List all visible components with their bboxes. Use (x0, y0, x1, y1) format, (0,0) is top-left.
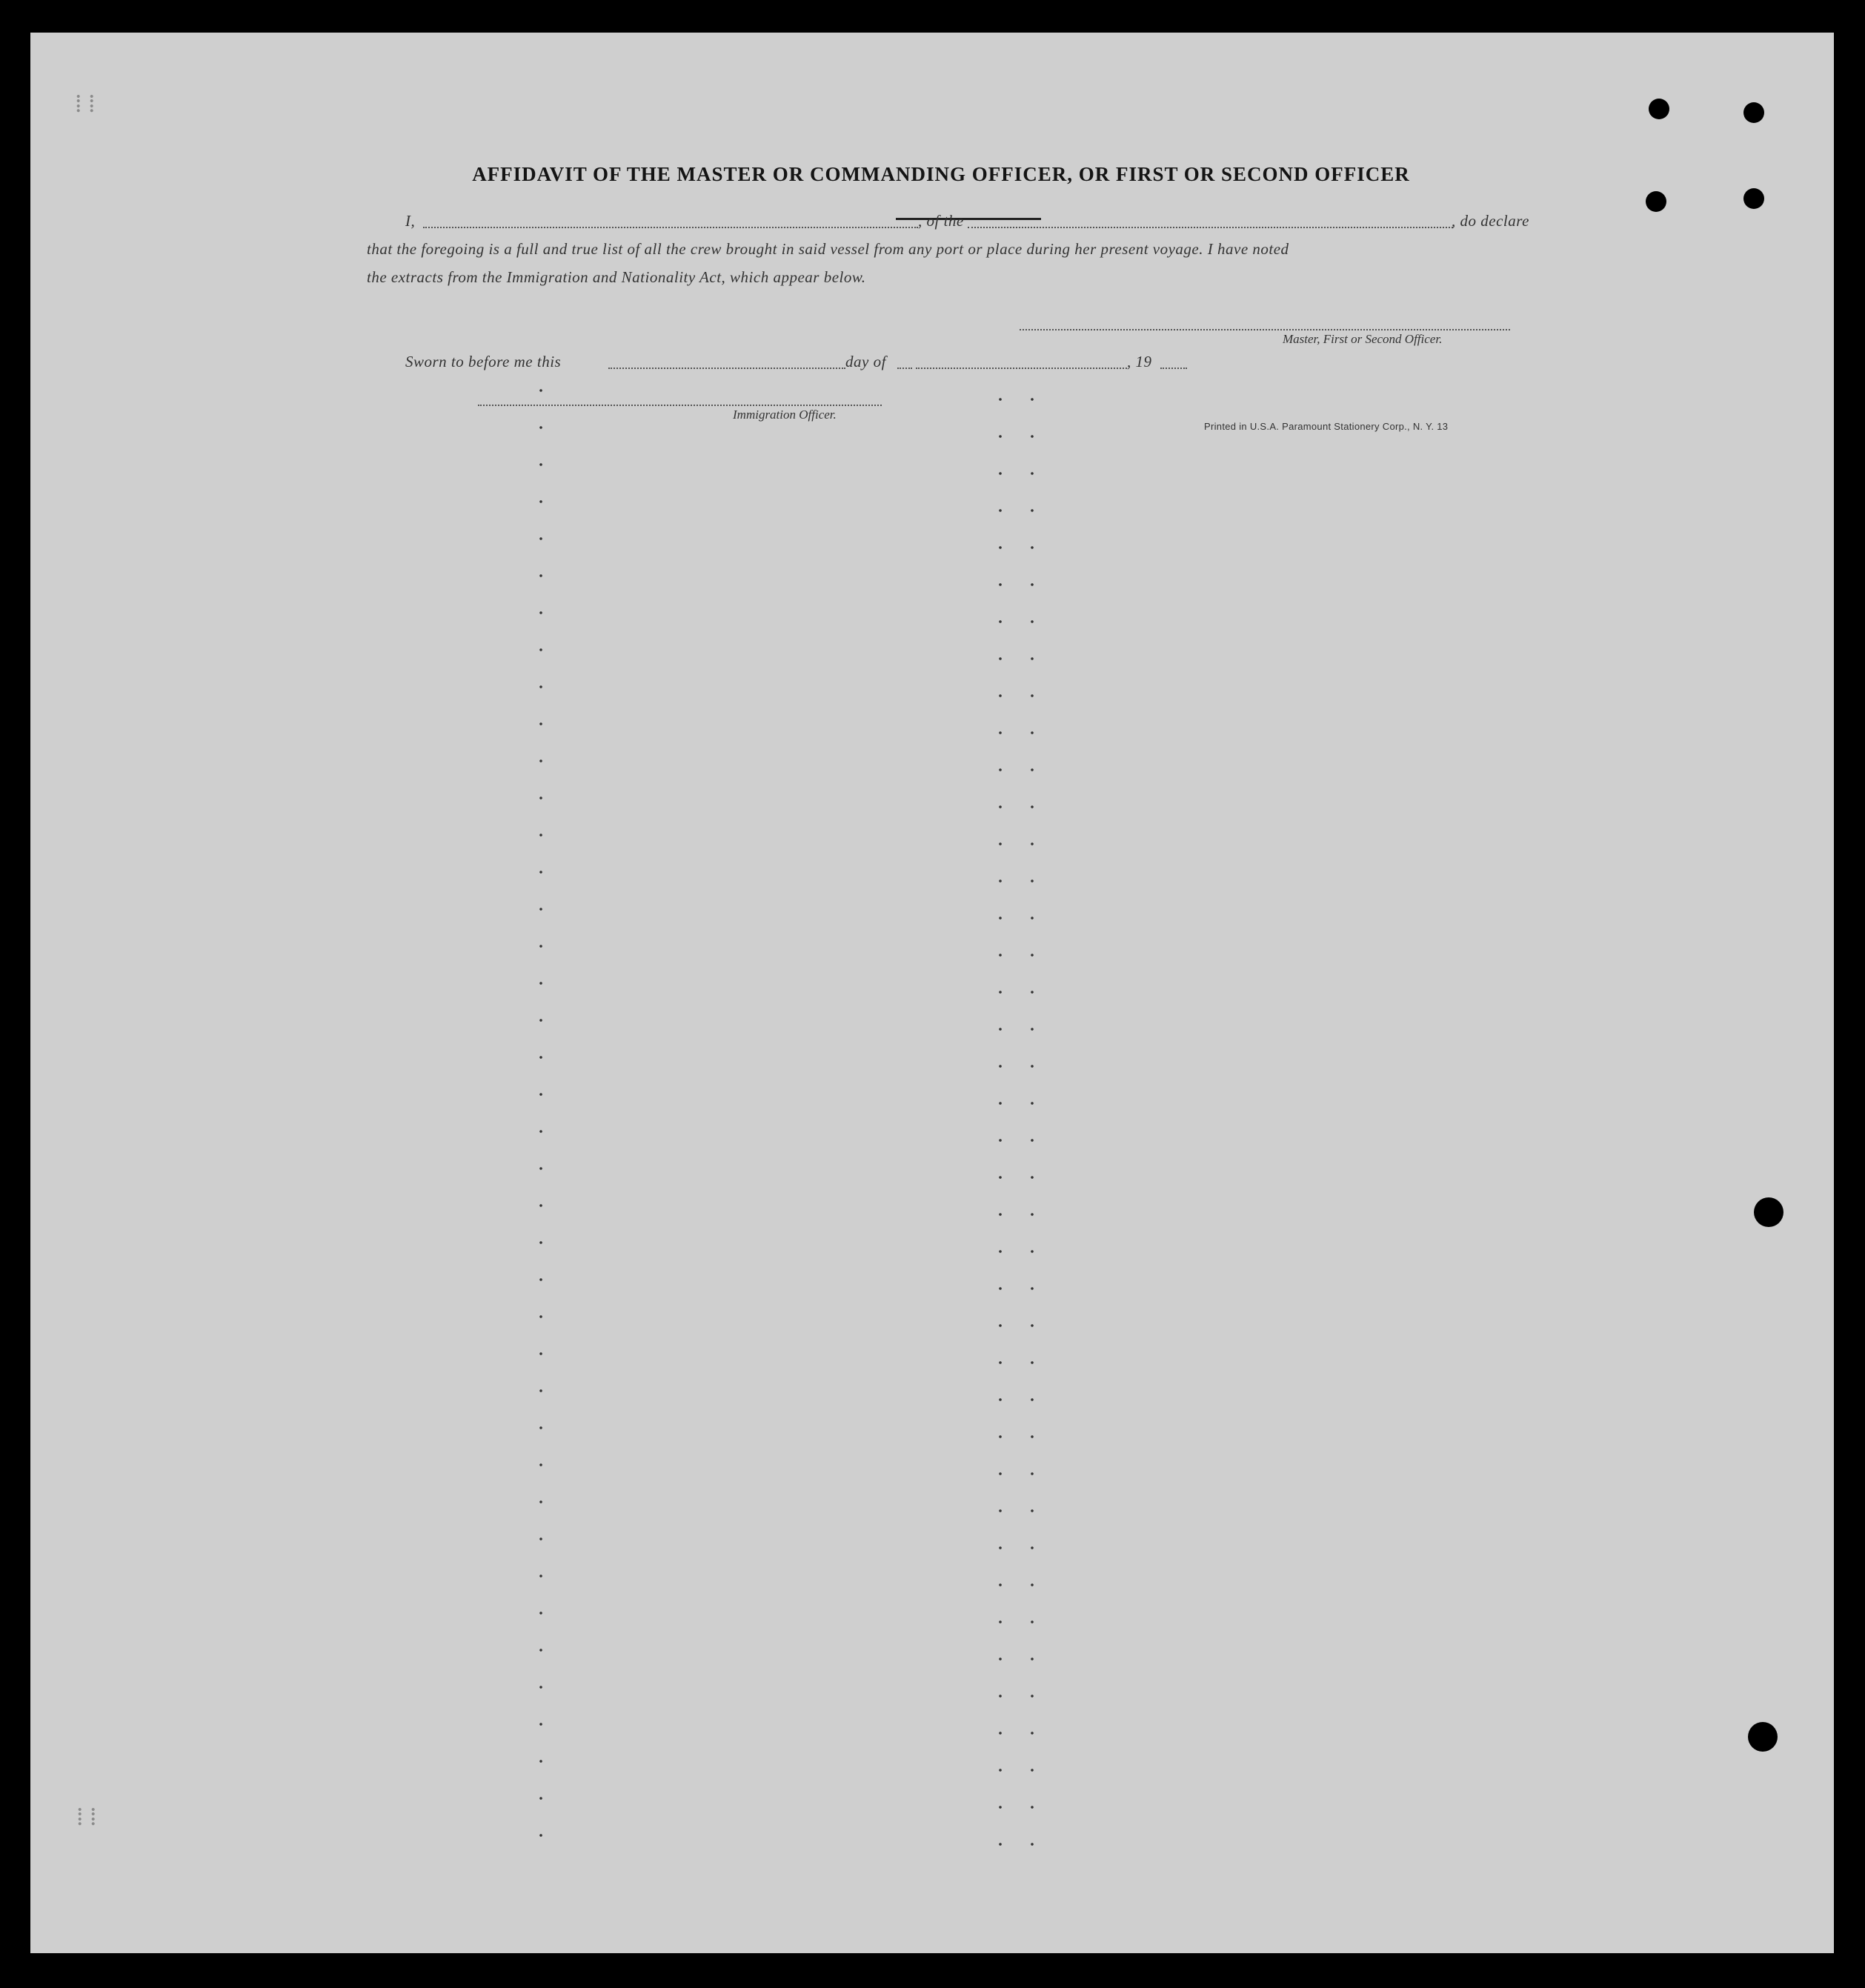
dot-column-left (539, 372, 543, 1854)
printer-imprint: Printed in U.S.A. Paramount Stationery Corp., N. Y. 13 (1204, 421, 1449, 432)
day-of-text: day of (845, 353, 886, 370)
sworn-year-field[interactable] (1160, 368, 1187, 369)
punch-hole (1743, 102, 1764, 123)
sworn-prefix-text: Sworn to before me this (405, 353, 562, 370)
affidavit-title: AFFIDAVIT OF THE MASTER OR COMMANDING OFFICER, OR FIRST OR SECOND OFFICER (472, 163, 1410, 185)
corner-mark-top: ⁞ ⁞ (75, 90, 96, 118)
sworn-month-field[interactable] (916, 368, 1127, 369)
year-prefix-text: , 19 (1127, 353, 1152, 370)
sworn-gap-field[interactable] (897, 368, 912, 369)
do-declare-text: , do declare (1452, 212, 1529, 230)
corner-mark-bottom: ⁞ ⁞ (76, 1804, 97, 1831)
dot-column-center-b (1030, 381, 1034, 1848)
master-signature-label: Master, First or Second Officer. (1283, 332, 1443, 346)
punch-hole (1646, 191, 1666, 212)
master-signature-field[interactable] (1020, 329, 1510, 330)
punch-hole (1754, 1197, 1783, 1227)
dot-column-center-a (998, 381, 1003, 1848)
declaration-text-line2: that the foregoing is a full and true list of all the crew brought in said vessel from any port or place during her present voyage. I have noted (367, 240, 1289, 258)
vessel-name-field[interactable] (968, 227, 1453, 228)
punch-hole (1748, 1722, 1778, 1752)
declarant-prefix: I, (405, 212, 416, 230)
immigration-officer-label: Immigration Officer. (733, 408, 837, 422)
punch-hole (1743, 188, 1764, 209)
declarant-name-field[interactable] (423, 227, 918, 228)
form-page (30, 33, 1834, 1953)
of-the-text: , of the (918, 212, 964, 230)
punch-hole (1649, 99, 1669, 119)
declaration-text-line3: the extracts from the Immigration and Nationality Act, which appear below. (367, 268, 866, 286)
sworn-day-field[interactable] (608, 368, 845, 369)
